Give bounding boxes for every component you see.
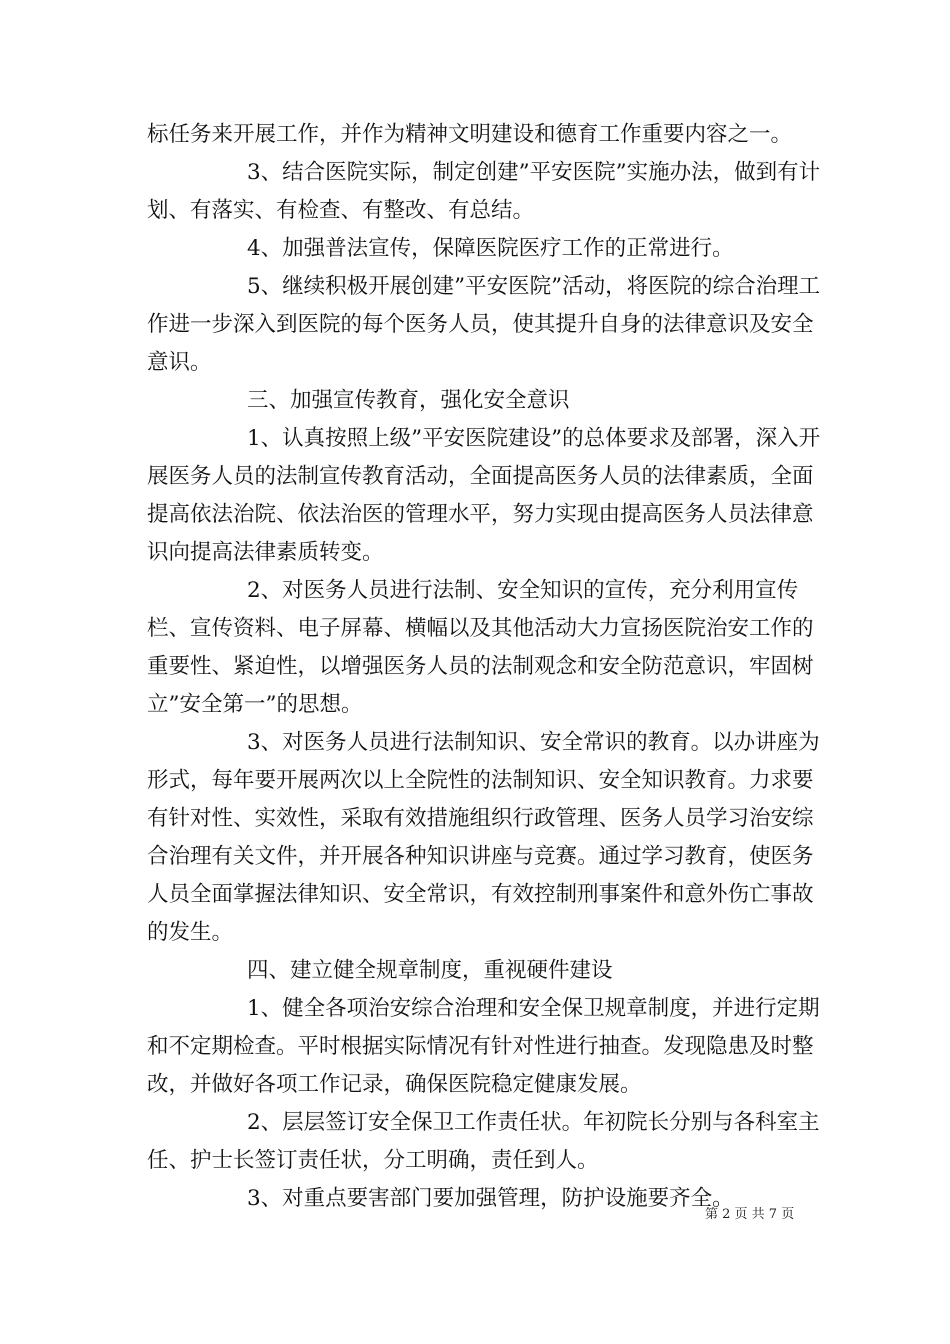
- paragraph: 三、加强宣传教育，强化安全意识: [247, 388, 570, 413]
- paragraph: 4、加强普法宣传，保障医院医疗工作的正常进行。: [247, 236, 734, 261]
- paragraph: 3、对医务人员进行法制知识、安全常识的教育。以办讲座为形式，每年要开展两次以上全院性的法制知识、安全知识教育。力求要有针对性、实效性，采取有效措施组织行政管理、医务人员学习治安综合治理有关文件，并开展各种知识讲座与竞赛。通过学习教育，使医务人员全面掌握法律知识、安全常识，有效控制刑事案件和意外伤亡事故的发生。: [147, 730, 820, 945]
- paragraph: 1、认真按照上级”平安医院建设”的总体要求及部署，深入开展医务人员的法制宣传教育活动，全面提高医务人员的法律素质，全面提高依法治院、依法治医的管理水平，努力实现由提高医务人员法律意识向提高法律素质转变。: [147, 426, 821, 565]
- paragraph: 2、对医务人员进行法制、安全知识的宣传，充分利用宣传栏、宣传资料、电子屏幕、横幅以及其他活动大力宣扬医院治安工作的重要性、紧迫性，以增强医务人员的法制观念和安全防范意识，牢固树立”安全第一”的思想。: [147, 578, 814, 717]
- paragraph: 5、继续积极开展创建”平安医院”活动，将医院的综合治理工作进一步深入到医院的每个医务人员，使其提升自身的法律意识及安全意识。: [147, 274, 821, 375]
- paragraph: 标任务来开展工作，并作为精神文明建设和德育工作重要内容之一。: [147, 122, 793, 147]
- paragraph: 2、层层签订安全保卫工作责任状。年初院长分别与各科室主任、护士长签订责任状，分工明确，责任到人。: [147, 1110, 820, 1173]
- paragraph: 3、对重点要害部门要加强管理，防护设施要齐全。: [247, 1186, 734, 1211]
- paragraph: 1、健全各项治安综合治理和安全保卫规章制度，并进行定期和不定期检查。平时根据实际情况有针对性进行抽查。发现隐患及时整改，并做好各项工作记录，确保医院稳定健康发展。: [147, 996, 820, 1097]
- document-body: [147, 116, 827, 1218]
- paragraph: 3、结合医院实际，制定创建”平安医院”实施办法，做到有计划、有落实、有检查、有整改、有总结。: [147, 160, 821, 223]
- paragraph: 四、建立健全规章制度，重视硬件建设: [247, 958, 613, 983]
- page-footer: 第 2 页 共 7 页: [705, 1207, 795, 1222]
